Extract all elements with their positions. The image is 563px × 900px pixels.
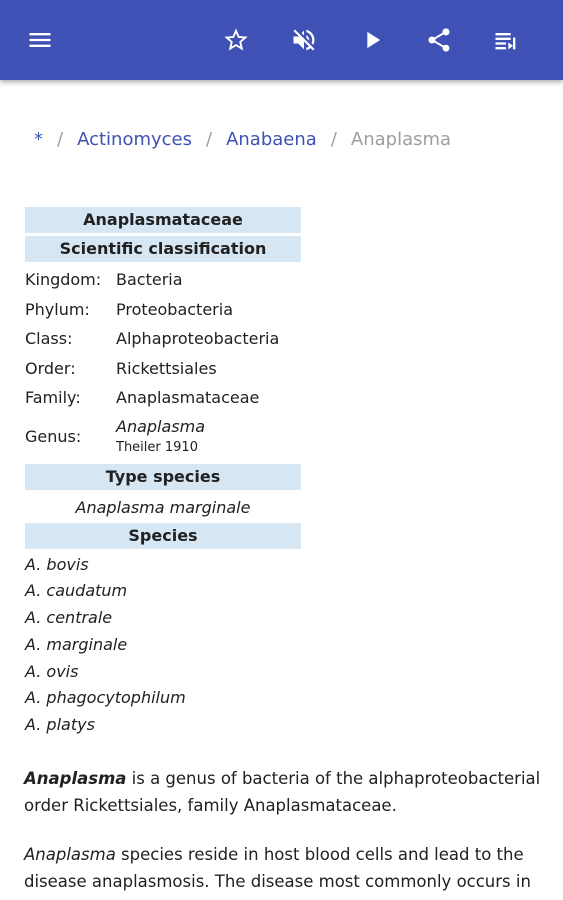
genus-name: Anaplasma (116, 416, 206, 436)
breadcrumb-separator: / (330, 129, 337, 150)
species-list (25, 552, 301, 740)
star-outline-icon (222, 26, 250, 54)
play-button[interactable] (354, 22, 390, 58)
species-item: A. phagocytophilum (25, 688, 186, 708)
infobox-row-family (25, 383, 301, 413)
infobox-value (116, 416, 301, 458)
infobox-value: Anaplasmataceae (116, 388, 260, 408)
species-item: A. caudatum (25, 581, 128, 601)
playlist-button[interactable] (488, 22, 524, 58)
infobox-type-species-header: Type species (25, 464, 301, 490)
infobox-label: Kingdom: (25, 270, 102, 290)
breadcrumb-current: Anaplasma (350, 129, 452, 150)
species-item: A. ovis (25, 661, 79, 681)
infobox-label: Genus: (25, 427, 82, 446)
infobox-species-header: Species (25, 523, 301, 549)
article-term: Anaplasma (24, 769, 127, 788)
infobox-classification-header: Scientific classification (25, 236, 301, 262)
share-button[interactable] (421, 22, 457, 58)
species-item: A. marginale (25, 634, 128, 654)
infobox-label: Order: (25, 358, 76, 378)
article-text: is a genus of bacteria of the alphaproteobacterial order Rickettsiales, family Anaplasmataceae. (24, 769, 541, 815)
infobox-label: Family: (25, 388, 81, 408)
genus-author: Theiler 1910 (116, 439, 198, 455)
play-icon (358, 26, 386, 54)
species-item: A. bovis (25, 554, 89, 574)
infobox-value: Proteobacteria (116, 299, 233, 319)
infobox-label: Phylum: (25, 299, 90, 319)
share-icon (425, 26, 453, 54)
article-term: Anaplasma (24, 845, 116, 864)
app-toolbar (0, 0, 563, 80)
species-item: A. platys (25, 715, 95, 735)
breadcrumb-item-home[interactable]: * (34, 129, 43, 150)
species-item: A. centrale (25, 608, 113, 628)
breadcrumb-separator: / (206, 129, 213, 150)
article-paragraph-2 (24, 841, 544, 895)
infobox-row-class (25, 324, 301, 354)
infobox-row-kingdom (25, 265, 301, 295)
infobox-value: Alphaproteobacteria (116, 329, 280, 349)
infobox-value: Rickettsiales (116, 358, 217, 378)
volume-off-icon (290, 26, 318, 54)
infobox-row-phylum (25, 295, 301, 325)
breadcrumb-separator: / (57, 129, 64, 150)
breadcrumb (34, 128, 451, 152)
menu-button[interactable] (22, 22, 58, 58)
playlist-icon (492, 26, 520, 54)
type-species-value: Anaplasma marginale (75, 497, 251, 517)
infobox-value: Bacteria (116, 270, 183, 290)
menu-icon (26, 26, 54, 54)
breadcrumb-item-anabaena[interactable]: Anabaena (226, 129, 317, 150)
favorite-button[interactable] (218, 22, 254, 58)
breadcrumb-item-actinomyces[interactable]: Actinomyces (77, 129, 192, 150)
article-paragraph-1 (24, 765, 544, 819)
taxonomy-infobox (25, 207, 301, 739)
infobox-row-genus (25, 413, 301, 461)
infobox-label: Class: (25, 329, 73, 349)
infobox-title: Anaplasmataceae (25, 207, 301, 233)
infobox-row-order (25, 354, 301, 384)
article-text: species reside in host blood cells and lead to the disease anaplasmosis. The disease most commonly occurs in (24, 845, 531, 891)
mute-button[interactable] (286, 22, 322, 58)
